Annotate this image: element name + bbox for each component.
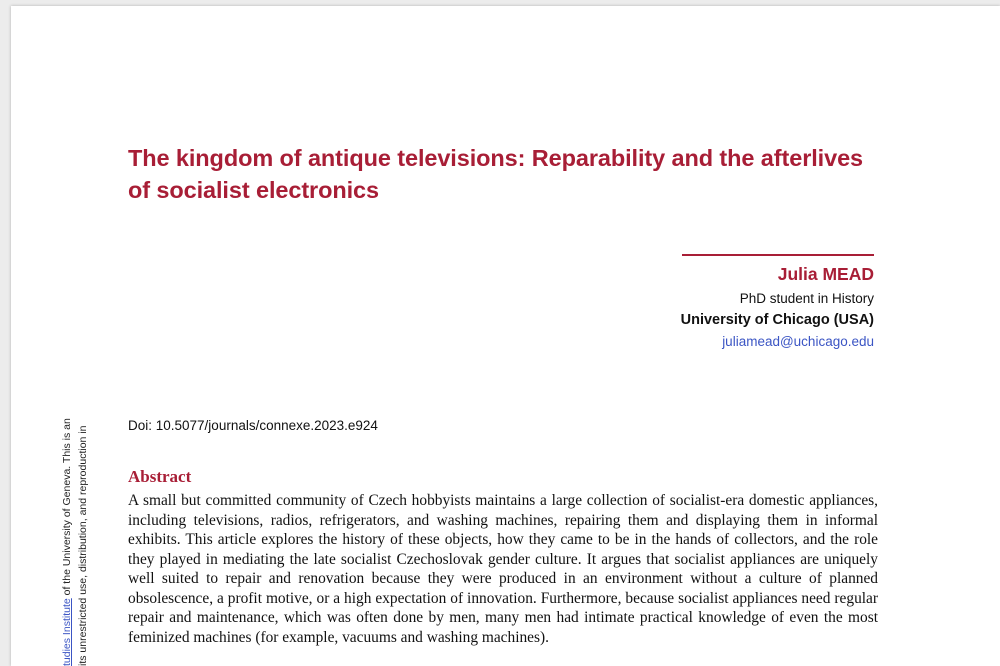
document-page <box>11 6 1000 666</box>
abstract-text: A small but committed community of Czech hobbyists maintains a large collection of socialist-era domestic appliances, including televisions, radios, refrigerators, and washing machines, repairing them and displaying them in informal exhibits. This article explores the history of these objects, how they came to be in the hands of collectors, and the role they played in mediating the late socialist Czechoslovak gender culture. It argues that socialist appliances are uniquely well suited to repair and renovation because they were produced in an environment without a culture of planned obsolescence, a profit motive, or a high expectation of innovation. Furthermore, because socialist appliances need regular repair and maintenance, which was often done by men, many men had intimate practical knowledge of even the most feminized machines (for example, vacuums and washing machines). <box>128 492 878 646</box>
author-institution: University of Chicago (USA) <box>680 312 874 328</box>
abstract-heading: Abstract <box>128 467 192 486</box>
author-name: Julia MEAD <box>777 264 874 284</box>
license-line-2: its unrestricted use, distribution, and reproduction in <box>77 425 89 666</box>
license-line-1-rest: of the University of Geneva. This is an <box>61 418 73 599</box>
doi: Doi: 10.5077/journals/connexe.2023.e924 <box>128 418 378 433</box>
article-title: The kingdom of antique televisions: Reparability and the afterlives of socialist electronics <box>128 145 864 203</box>
license-sidebar-text <box>59 416 91 666</box>
author-email-link[interactable]: juliamead@uchicago.edu <box>722 334 874 349</box>
author-role: PhD student in History <box>739 291 874 306</box>
license-sidebar <box>59 416 99 666</box>
institute-link[interactable]: tudies Institute <box>61 598 73 666</box>
license-line-1 <box>59 416 75 666</box>
author-block <box>681 262 874 352</box>
author-divider <box>682 254 874 256</box>
